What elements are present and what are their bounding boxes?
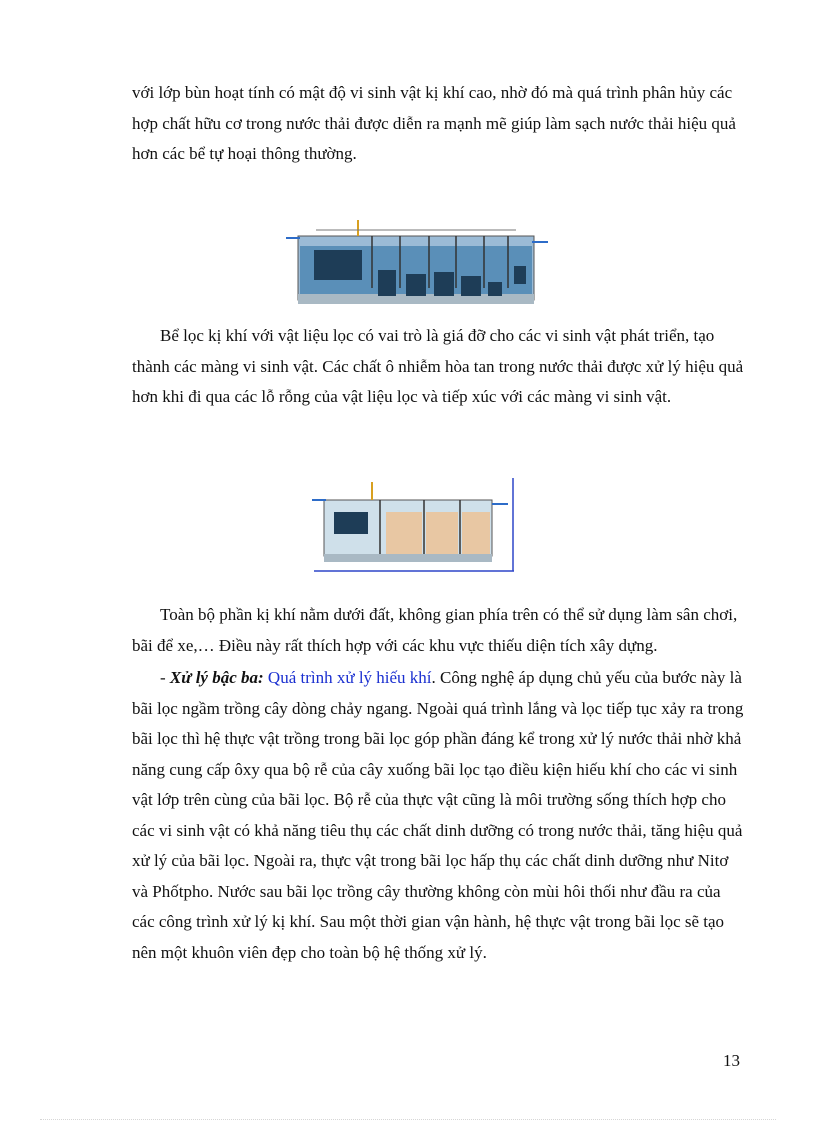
sludge-block <box>461 276 481 296</box>
figure-baffled-tank <box>286 212 548 308</box>
filter-media <box>462 512 490 554</box>
paragraph-1: với lớp bùn hoạt tính có mật độ vi sinh vật kị khí cao, nhờ đó mà quá trình phân hủy các hợp chất hữu cơ trong nước thải được diễn ra mạnh mẽ giúp làm sạch nước thải hiệu quả hơn các bể tự hoại thông thường. <box>132 83 736 163</box>
filter-media <box>386 512 422 554</box>
filter-media <box>426 512 458 554</box>
sludge-block <box>434 272 454 296</box>
sludge-block <box>406 274 426 296</box>
aerobic-process-link[interactable]: Quá trình xử lý hiếu khí <box>267 668 432 687</box>
page-number: 13 <box>723 1051 740 1070</box>
paragraph-4 <box>132 663 744 968</box>
paragraph-2: Bể lọc kị khí với vật liệu lọc có vai trò là giá đỡ cho các vi sinh vật phát triển, tạo thành các màng vi sinh vật. Các chất ô nhiễm hòa tan trong nước thải được xử lý hiệu quả hơn khi đi qua các lỗ rỗng của vật liệu lọc và tiếp xúc với các màng vi sinh vật. <box>132 326 744 406</box>
sludge-block <box>488 282 502 296</box>
sludge-block <box>378 270 396 296</box>
list-dash: - <box>160 668 170 687</box>
paragraph-4-body: . Công nghệ áp dụng chủ yếu của bước này là bãi lọc ngầm trồng cây dòng chảy ngang. Ngoài quá trình lắng và lọc tiếp tục xảy ra trong bãi lọc thì hệ thực vật trồng trong bãi lọc góp phần đáng kể trong xử lý nước thải nhờ khả năng cung cấp ôxy qua bộ rễ của cây xuống bãi lọc tạo điều kiện hiếu khí cho các vi sinh vật lớp trên cùng của bãi lọc. Bộ rễ của thực vật cũng là môi trường sống thích hợp cho các vi sinh vật có khả năng tiêu thụ các chất dinh dưỡng có trong nước thải, tăng hiệu quả xử lý của bãi lọc. Ngoài ra, thực vật trong bãi lọc hấp thụ các chất dinh dưỡng như Nitơ và Phốtpho. Nước sau bãi lọc trồng cây thường không còn mùi hôi thối như đầu ra của các công trình xử lý kị khí. Sau một thời gian vận hành, hệ thực vật trong bãi lọc sẽ tạo nên một khuôn viên đẹp cho toàn bộ hệ thống xử lý. <box>132 668 744 962</box>
paragraph-3: Toàn bộ phần kị khí nằm dưới đất, không gian phía trên có thể sử dụng làm sân chơi, bãi để xe,… Điều này rất thích hợp với các khu vực thiếu diện tích xây dựng. <box>132 605 738 655</box>
section-label: Xử lý bậc ba: <box>169 668 264 687</box>
figure-anaerobic-filter <box>312 476 516 574</box>
footer-divider <box>40 1119 776 1120</box>
sludge-block <box>314 250 362 280</box>
settling-block <box>334 512 368 534</box>
sludge-block <box>514 266 526 284</box>
filter-floor <box>324 554 492 562</box>
